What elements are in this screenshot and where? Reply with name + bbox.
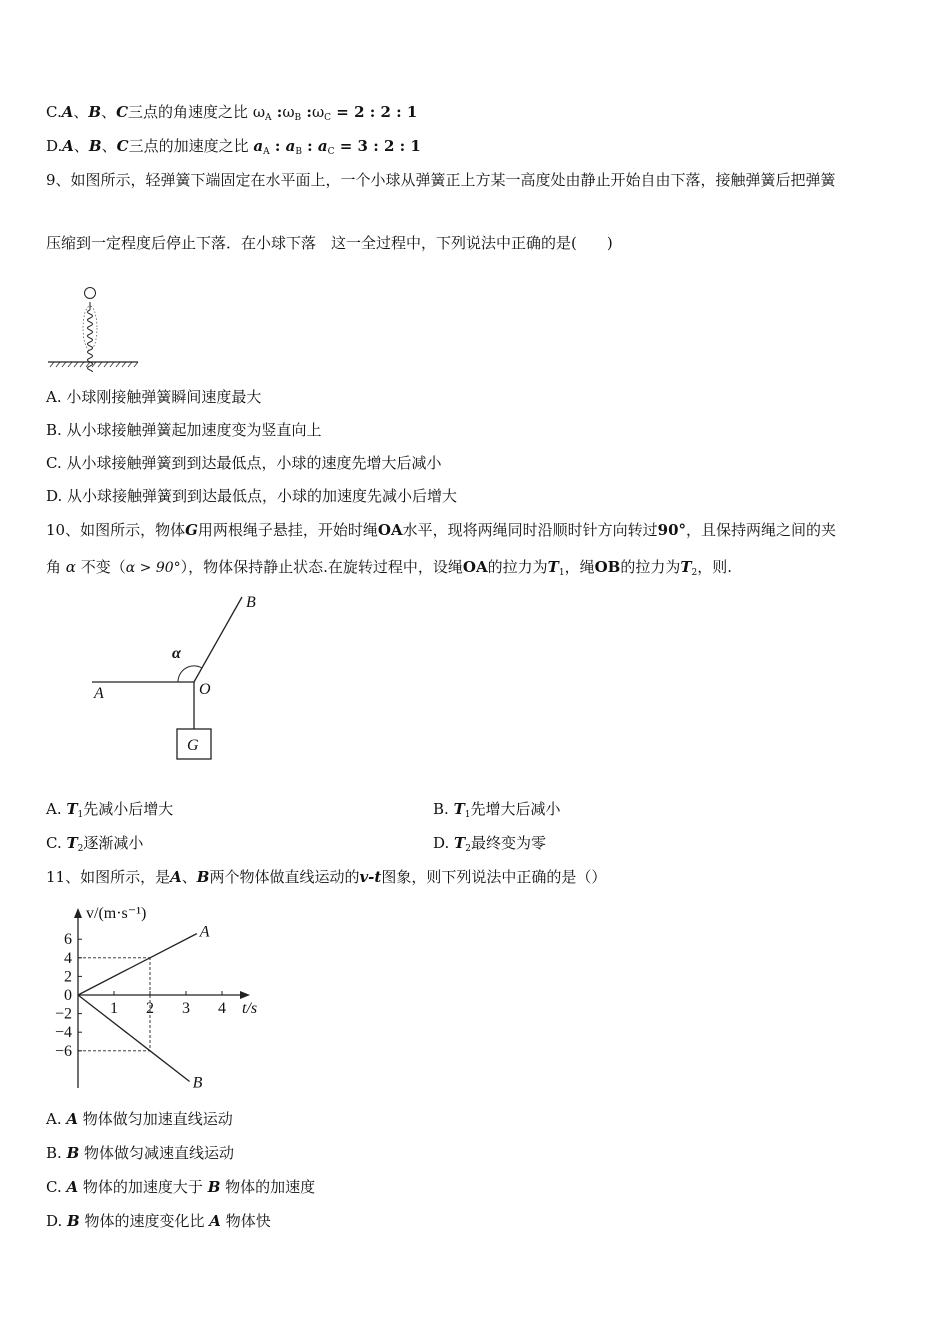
subscript: A bbox=[263, 147, 270, 157]
q10-option-b bbox=[433, 799, 560, 825]
option-text: 先减小后增大 bbox=[83, 800, 174, 818]
option-text: 最终变为零 bbox=[470, 834, 546, 852]
option-text: 物体做匀加速直线运动 bbox=[82, 1110, 233, 1128]
colon: : bbox=[271, 103, 283, 121]
x-axis-arrow-icon bbox=[240, 991, 250, 999]
tension-symbol: T bbox=[680, 558, 692, 576]
q11-option-b bbox=[46, 1143, 234, 1163]
subscript: 2 bbox=[691, 568, 698, 578]
object-b: B bbox=[196, 868, 210, 886]
point-a: A bbox=[61, 103, 74, 121]
option-prefix: D. bbox=[46, 137, 63, 155]
separator: 、 bbox=[181, 868, 197, 886]
q10-option-a bbox=[46, 799, 173, 825]
stem-text: 用两根绳子悬挂，开始时绳 bbox=[197, 521, 378, 539]
subscript: 2 bbox=[77, 844, 84, 854]
stem-text: 水平，现将两绳同时沿顺时针方向转过 bbox=[402, 521, 658, 539]
y-tick-label: −2 bbox=[54, 1005, 72, 1023]
option-prefix: B. bbox=[46, 1144, 67, 1162]
y-axis-arrow-icon bbox=[74, 908, 82, 918]
alpha-condition: α > 90° bbox=[125, 560, 181, 576]
q10-stem-line2 bbox=[46, 557, 732, 583]
subscript: C bbox=[327, 147, 335, 157]
stem-text: 的拉力为 bbox=[487, 558, 548, 576]
x-tick-label: 1 bbox=[110, 1000, 118, 1017]
subscript: C bbox=[324, 113, 332, 123]
separator: 、 bbox=[73, 103, 89, 121]
option-text: 先增大后减小 bbox=[470, 800, 561, 818]
ball-icon bbox=[85, 288, 96, 299]
y-tick-label: 2 bbox=[64, 968, 72, 986]
x-tick-label: 2 bbox=[146, 1000, 154, 1017]
object-label: A bbox=[66, 1178, 79, 1196]
object-label: B bbox=[207, 1178, 221, 1196]
label-b: B bbox=[246, 594, 256, 611]
tension-symbol: T bbox=[66, 800, 78, 818]
option-prefix: D. bbox=[433, 834, 455, 852]
option-text: 逐渐减小 bbox=[83, 834, 144, 852]
object-label: A bbox=[66, 1110, 79, 1128]
spring-icon bbox=[88, 310, 93, 372]
vt-label: v-t bbox=[359, 868, 382, 886]
label-a: A bbox=[94, 685, 104, 702]
rope-ob-line bbox=[194, 597, 242, 682]
separator: 、 bbox=[101, 103, 117, 121]
option-text: 物体的加速度大于 bbox=[82, 1178, 203, 1196]
point-b: B bbox=[88, 137, 102, 155]
option-text: 物体做匀减速直线运动 bbox=[84, 1144, 235, 1162]
point-c: C bbox=[116, 137, 129, 155]
tension-symbol: T bbox=[547, 558, 559, 576]
rope-oa: OA bbox=[462, 558, 488, 576]
q8-option-c bbox=[46, 102, 417, 128]
separator: 、 bbox=[101, 137, 117, 155]
option-prefix: A. bbox=[46, 1110, 67, 1128]
rope-oa: OA bbox=[377, 521, 403, 539]
stem-text: 图象，则下列说法中正确的是（） bbox=[381, 868, 607, 886]
stem-text: ），物体保持静止状态.在旋转过程中，设绳 bbox=[180, 558, 463, 576]
y-axis-label: v/(m·s⁻¹) bbox=[86, 905, 147, 922]
object-g: G bbox=[185, 521, 198, 539]
y-tick-label: −6 bbox=[54, 1042, 72, 1060]
stem-text: ，绳 bbox=[564, 558, 595, 576]
x-axis-label: t/s bbox=[242, 1000, 258, 1017]
chart-axes bbox=[55, 905, 257, 1088]
option-text: 物体快 bbox=[225, 1212, 271, 1230]
stem-text: 10、如图所示，物体 bbox=[46, 521, 186, 539]
omega-symbol: ω bbox=[311, 103, 325, 121]
point-b: B bbox=[88, 103, 102, 121]
q10-stem-line1 bbox=[46, 520, 836, 540]
option-text: 三点的加速度之比 bbox=[128, 137, 254, 155]
option-prefix: B. bbox=[433, 800, 454, 818]
ratio: = 3 : 2 : 1 bbox=[334, 137, 421, 155]
q9-stem-line1: 9、如图所示，轻弹簧下端固定在水平面上，一个小球从弹簧正上方某一高度处由静止开始自由下落，接触弹簧后把弹簧 bbox=[46, 171, 836, 189]
stem-text: 角 bbox=[46, 558, 62, 576]
object-label: B bbox=[67, 1212, 80, 1230]
q11-option-c bbox=[46, 1177, 315, 1197]
ratio: = 2 : 2 : 1 bbox=[331, 103, 418, 121]
option-text: 物体的加速度 bbox=[225, 1178, 316, 1196]
option-text: 三点的角速度之比 bbox=[128, 103, 253, 121]
q11-stem bbox=[46, 867, 606, 887]
stem-text: ，且保持两绳之间的夹 bbox=[686, 521, 837, 539]
y-tick-label: 6 bbox=[64, 931, 72, 949]
colon: : bbox=[269, 137, 286, 155]
option-prefix: C. bbox=[46, 1178, 67, 1196]
series-line-b bbox=[78, 995, 190, 1081]
stem-text: 11、如图所示，是 bbox=[46, 868, 171, 886]
option-prefix: D. bbox=[46, 1212, 68, 1230]
accel-symbol: a bbox=[285, 137, 296, 155]
omega-symbol: ω bbox=[282, 103, 295, 121]
subscript: B bbox=[294, 113, 302, 123]
option-prefix: A. bbox=[46, 800, 67, 818]
object-label: B bbox=[66, 1144, 80, 1162]
q8-option-d bbox=[46, 136, 421, 162]
option-text: 物体的速度变化比 bbox=[84, 1212, 205, 1230]
q10-option-c bbox=[46, 833, 143, 859]
q10-option-d bbox=[433, 833, 546, 859]
accel-symbol: a bbox=[253, 137, 264, 155]
point-c: C bbox=[116, 103, 129, 121]
rope-figure bbox=[80, 585, 280, 770]
stem-text: 两个物体做直线运动的 bbox=[209, 868, 360, 886]
tension-symbol: T bbox=[453, 800, 465, 818]
option-prefix: C. bbox=[46, 834, 67, 852]
subscript: A bbox=[265, 113, 272, 123]
subscript: 1 bbox=[464, 810, 471, 820]
series-label-b: B bbox=[192, 1074, 203, 1092]
label-o: O bbox=[199, 681, 211, 698]
y-tick-label: 0 bbox=[64, 987, 72, 1004]
series-label-a: A bbox=[199, 923, 210, 941]
object-a: A bbox=[170, 868, 182, 886]
stem-text: 不变（ bbox=[80, 558, 126, 576]
x-tick-label: 4 bbox=[218, 1000, 226, 1017]
label-alpha: α bbox=[172, 645, 181, 662]
omega-symbol: ω bbox=[252, 103, 266, 121]
rope-ob: OB bbox=[594, 558, 621, 576]
q9-option-c: C. 从小球接触弹簧到到达最低点，小球的速度先增大后减小 bbox=[46, 454, 442, 472]
q9-option-a: A. 小球刚接触弹簧瞬间速度最大 bbox=[46, 388, 262, 406]
ground-hatch bbox=[50, 362, 138, 367]
spring-coils bbox=[83, 306, 97, 350]
x-tick-label: 3 bbox=[182, 1000, 190, 1017]
tension-symbol: T bbox=[454, 834, 466, 852]
object-label: A bbox=[209, 1212, 221, 1230]
subscript: 1 bbox=[77, 810, 84, 820]
accel-symbol: a bbox=[317, 137, 328, 155]
stem-text: 的拉力为 bbox=[620, 558, 681, 576]
series-line-a bbox=[78, 934, 197, 995]
y-tick-label: −4 bbox=[54, 1024, 72, 1042]
spring-figure bbox=[46, 282, 146, 372]
chart-marks bbox=[78, 924, 210, 1092]
stem-text: ，则. bbox=[697, 558, 733, 576]
point-a: A bbox=[62, 137, 74, 155]
q9-option-d: D. 从小球接触弹簧到到达最低点，小球的加速度先减小后增大 bbox=[46, 487, 458, 505]
colon: : bbox=[301, 103, 312, 121]
colon: : bbox=[301, 137, 318, 155]
subscript: 1 bbox=[558, 568, 565, 578]
subscript: B bbox=[295, 147, 302, 157]
q9-option-b: B. 从小球接触弹簧起加速度变为竖直向上 bbox=[46, 421, 322, 439]
label-g: G bbox=[187, 737, 199, 754]
q9-stem-line2: 压缩到一定程度后停止下落．在小球下落 这一全过程中，下列说法中正确的是( ) bbox=[46, 234, 613, 252]
option-prefix: C. bbox=[46, 103, 62, 121]
tension-symbol: T bbox=[66, 834, 78, 852]
vt-chart bbox=[44, 898, 284, 1093]
separator: 、 bbox=[73, 137, 89, 155]
angle-value: 90° bbox=[657, 521, 687, 539]
y-tick-label: 4 bbox=[64, 949, 72, 967]
q11-option-d bbox=[46, 1211, 271, 1231]
q11-option-a bbox=[46, 1109, 233, 1129]
subscript: 2 bbox=[465, 844, 471, 854]
alpha-symbol: α bbox=[65, 558, 76, 576]
